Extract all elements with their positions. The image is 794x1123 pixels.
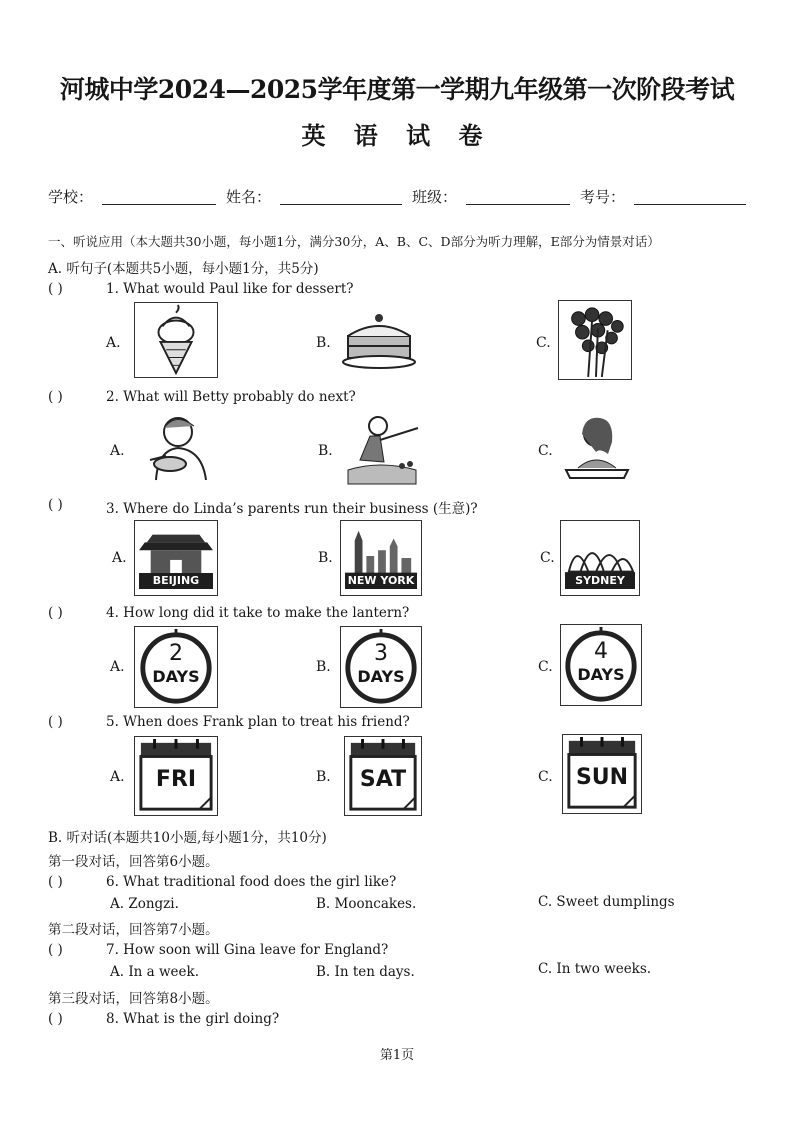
answer-blank[interactable]: ( ) bbox=[48, 714, 63, 730]
question-text: 1. What would Paul like for dessert? bbox=[106, 281, 354, 297]
page-number: 第1页 bbox=[379, 1048, 415, 1063]
option-label: B. bbox=[318, 550, 333, 566]
question-text: 5. When does Frank plan to treat his friend? bbox=[106, 714, 410, 730]
dialog-1-heading: 第一段对话，回答第6小题。 bbox=[48, 854, 219, 870]
option-label: B. bbox=[316, 659, 331, 675]
answer-blank[interactable]: ( ) bbox=[48, 605, 63, 621]
option-label: A. bbox=[110, 769, 125, 785]
option-label: A. bbox=[110, 443, 125, 459]
answer-blank[interactable]: ( ) bbox=[48, 1011, 63, 1027]
days-label: DAYS bbox=[357, 667, 405, 686]
question-text: 8. What is the girl doing? bbox=[106, 1011, 280, 1027]
option-label: C. bbox=[540, 550, 555, 566]
city-banner: NEW YORK bbox=[345, 573, 417, 589]
option-c[interactable]: C. Sweet dumplings bbox=[538, 894, 675, 910]
exam-subtitle: 英 语 试 卷 bbox=[301, 121, 493, 150]
sydney-picture[interactable] bbox=[560, 520, 640, 596]
school-label: 学校： bbox=[48, 188, 94, 206]
cake-picture[interactable] bbox=[340, 306, 418, 372]
option-label: B. bbox=[318, 443, 333, 459]
option-label: C. bbox=[538, 659, 553, 675]
option-c[interactable]: C. In two weeks. bbox=[538, 961, 652, 977]
question-text: 6. What traditional food does the girl like? bbox=[106, 874, 397, 890]
calendar-sun-picture[interactable] bbox=[562, 734, 642, 814]
number-field[interactable] bbox=[634, 204, 746, 205]
eating-picture[interactable] bbox=[136, 410, 216, 486]
candied-haws-picture[interactable] bbox=[558, 300, 632, 380]
option-label: B. bbox=[316, 769, 331, 785]
option-b[interactable]: B. Mooncakes. bbox=[316, 896, 417, 912]
school-field[interactable] bbox=[102, 204, 216, 205]
day-count: 3 bbox=[374, 641, 388, 666]
weekday-label: FRI bbox=[155, 767, 197, 792]
question-text: 4. How long did it take to make the lantern? bbox=[106, 605, 410, 621]
weekday-label: SAT bbox=[359, 767, 407, 792]
calendar-sat-picture[interactable] bbox=[344, 736, 422, 816]
clock-2-days-picture[interactable] bbox=[134, 626, 218, 708]
option-a[interactable]: A. Zongzi. bbox=[110, 896, 179, 912]
answer-blank[interactable]: ( ) bbox=[48, 942, 63, 958]
option-b[interactable]: B. In ten days. bbox=[316, 964, 415, 980]
answer-blank[interactable]: ( ) bbox=[48, 497, 63, 513]
answer-blank[interactable]: ( ) bbox=[48, 389, 63, 405]
question-text: 2. What will Betty probably do next? bbox=[106, 389, 356, 405]
name-label: 姓名： bbox=[226, 188, 272, 206]
clock-3-days-picture[interactable] bbox=[340, 626, 422, 708]
option-label: C. bbox=[536, 335, 551, 351]
beijing-picture[interactable] bbox=[134, 520, 218, 596]
question-text: 3. Where do Linda’s parents run their business (生意)? bbox=[106, 501, 478, 517]
option-label: B. bbox=[316, 335, 331, 351]
day-count: 4 bbox=[594, 639, 608, 664]
day-count: 2 bbox=[169, 641, 183, 666]
option-a[interactable]: A. In a week. bbox=[110, 964, 199, 980]
section-heading: 一、听说应用（本大题共30小题，每小题1分，满分30分，A、B、C、D部分为听力理解，E部分为情景对话） bbox=[48, 234, 660, 249]
city-banner: SYDNEY bbox=[565, 573, 635, 589]
dialog-2-heading: 第二段对话，回答第7小题。 bbox=[48, 922, 219, 938]
part-b-heading: B. 听对话(本题共10小题,每小题1分，共10分) bbox=[48, 830, 327, 846]
calendar-fri-picture[interactable] bbox=[134, 736, 218, 816]
option-label: A. bbox=[106, 335, 121, 351]
city-banner: BEIJING bbox=[139, 573, 213, 589]
answer-blank[interactable]: ( ) bbox=[48, 874, 63, 890]
part-a-heading: A. 听句子(本题共5小题，每小题1分，共5分) bbox=[48, 261, 319, 277]
exam-title: 河城中学2024—2025学年度第一学期九年级第一次阶段考试 bbox=[59, 75, 735, 104]
new-york-picture[interactable] bbox=[340, 520, 422, 596]
option-label: C. bbox=[538, 769, 553, 785]
name-field[interactable] bbox=[280, 204, 402, 205]
option-label: A. bbox=[112, 550, 127, 566]
weekday-label: SUN bbox=[575, 765, 629, 790]
question-text: 7. How soon will Gina leave for England? bbox=[106, 942, 389, 958]
option-label: A. bbox=[110, 659, 125, 675]
class-label: 班级： bbox=[412, 188, 458, 206]
ice-cream-picture[interactable] bbox=[134, 302, 218, 378]
days-label: DAYS bbox=[577, 665, 625, 684]
number-label: 考号： bbox=[580, 188, 626, 206]
clock-4-days-picture[interactable] bbox=[560, 624, 642, 706]
reading-picture[interactable] bbox=[560, 412, 634, 486]
fishing-picture[interactable] bbox=[340, 410, 422, 486]
answer-blank[interactable]: ( ) bbox=[48, 281, 63, 297]
days-label: DAYS bbox=[152, 667, 200, 686]
option-label: C. bbox=[538, 443, 553, 459]
dialog-3-heading: 第三段对话，回答第8小题。 bbox=[48, 991, 219, 1007]
class-field[interactable] bbox=[466, 204, 570, 205]
